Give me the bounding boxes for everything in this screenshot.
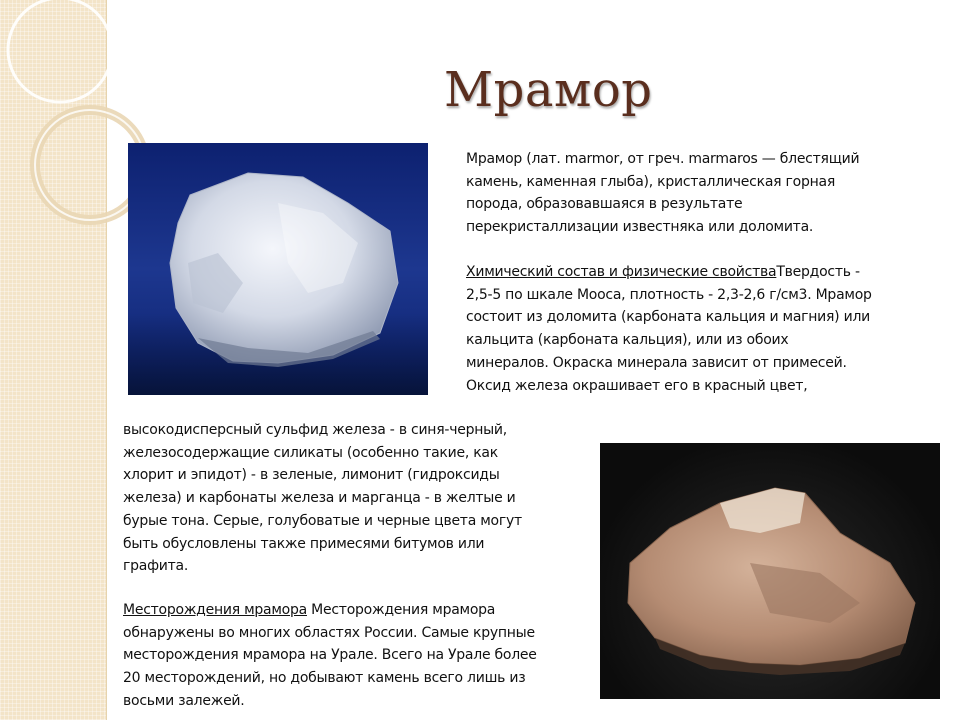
decorative-sidebar [0,0,107,720]
continuation-line: железосодержащие силикаты (особенно такие, как [123,444,498,461]
white-marble-photo [128,143,428,395]
intro-line: камень, каменная глыба), кристаллическая горная [466,173,835,190]
deposits-first-line [123,599,593,622]
deposits-heading-link[interactable]: Месторождения мрамора [123,602,307,618]
deposits-line: месторождения мрамора на Урале. Всего на Урале более [123,647,537,664]
continuation-line: бурые тона. Серые, голубоватые и черные цвета могут [123,512,522,529]
continuation-line: графита. [123,558,189,575]
properties-heading-link[interactable]: Химический состав и физические свойства [466,264,777,280]
properties-line: минералов. Окраска минерала зависит от примесей. [466,354,847,371]
intro-paragraph [466,148,926,239]
deposits-line: обнаружены во многих областях России. Самые крупные [123,624,535,641]
slide-title: Мрамор [444,62,653,118]
deposits-paragraph [123,599,593,713]
intro-line: Мрамор (лат. marmor, от греч. marmaros — блестящий [466,151,860,167]
brown-marble-photo [600,443,940,699]
deposits-line: 20 месторождений, но добывают камень всего лишь из [123,670,526,687]
properties-line: 2,5-5 по шкале Мооса, плотность - 2,3-2,6 г/см3. Мрамор [466,286,872,303]
continuation-line: высокодисперсный сульфид железа - в синя-черный, [123,422,507,438]
continuation-line: хлорит и эпидот) - в зеленые, лимонит (гидроксиды [123,467,500,484]
deposits-line: восьми залежей. [123,692,245,709]
intro-line: перекристаллизации известняка или доломита. [466,219,814,236]
continuation-line: железа) и карбонаты железа и марганца - в желтые и [123,490,516,507]
deposits-first-line-text: Месторождения мрамора [306,602,496,618]
properties-line: Оксид железа окрашивает его в красный цвет, [466,377,808,394]
continuation-line: быть обусловлены также примесями битумов или [123,535,485,552]
properties-first-line-text: Твердость - [776,264,860,280]
properties-first-line [466,261,931,284]
intro-line: порода, образовавшаяся в результате [466,196,743,213]
properties-paragraph [466,261,931,397]
properties-line: кальцита (карбоната кальция), или из обоих [466,332,789,349]
properties-line: состоит из доломита (карбоната кальция и магния) или [466,309,870,326]
color-continuation-paragraph [123,419,588,578]
